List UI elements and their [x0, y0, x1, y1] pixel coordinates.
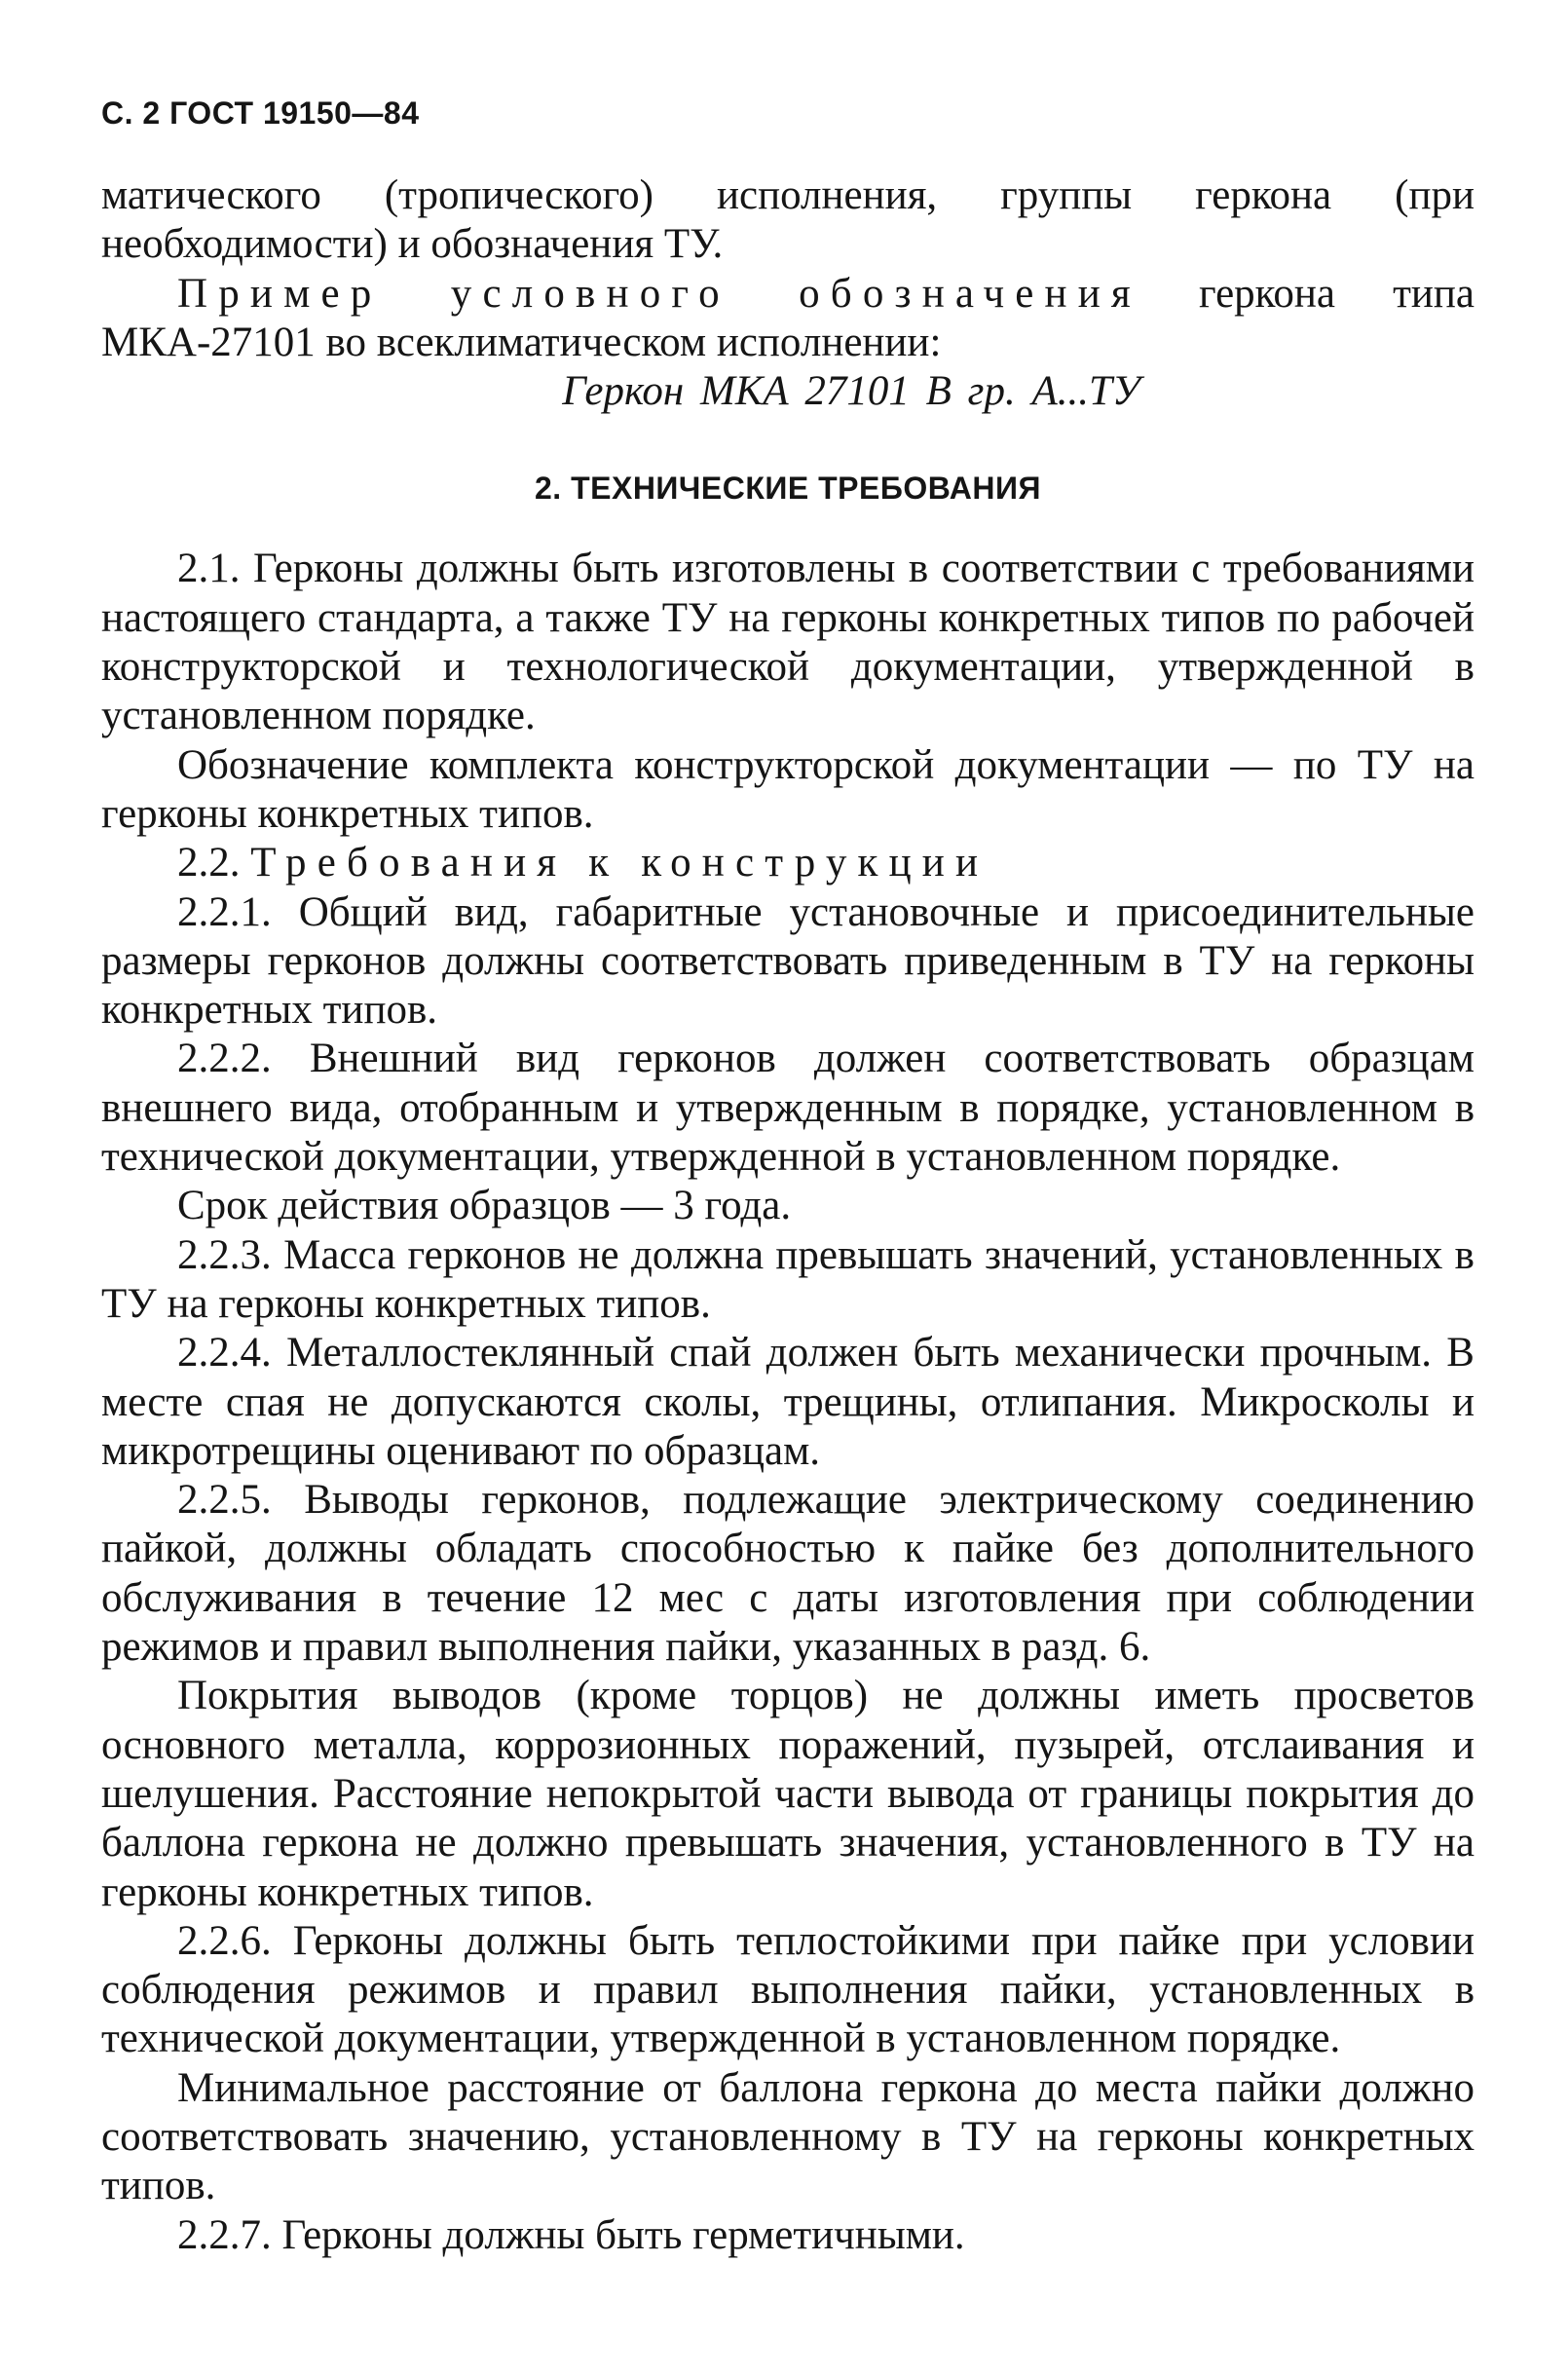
example-designation: Геркон МКА 27101 В гр. А...ТУ	[562, 368, 1140, 415]
example-text: геркона типа МКА-27101 во всеклиматическом исполнении:	[101, 270, 1475, 365]
subsection-number: 2.2.	[177, 840, 251, 886]
paragraph-2-2-5-b: Покрытия выводов (кроме торцов) не должны иметь просветов основного металла, коррозионных поражений, пузырей, отслаивания и шелушения. Расстояние непокрытой части вывода от границы покрытия до баллона геркона не должно превышать значения, установленного в ТУ на герконы конкретных типов.	[101, 1673, 1475, 1915]
paragraph-2-2-1: 2.2.1. Общий вид, габаритные установочные и присоединительные размеры герконов должны соответствовать приведенным в ТУ на герконы конкретных типов.	[101, 888, 1475, 1034]
paragraph-2-1: 2.1. Герконы должны быть изготовлены в соответствии с требованиями настоящего стандарта, а также ТУ на герконы конкретных типов по рабочей конструкторской и технологической документации, утвержденной в установленном порядке.	[101, 546, 1475, 739]
example-label: Пример условного обозначения	[177, 270, 1141, 317]
running-head: С. 2 ГОСТ 19150—84	[101, 95, 420, 131]
paragraph-2-2-6: 2.2.6. Герконы должны быть теплостойкими при пайке при условии соблюдения режимов и правил выполнения пайки, установленных в технической документации, утвержденной в установленном порядке.	[101, 1917, 1475, 2062]
paragraph-continuation: матического (тропического) исполнения, группы геркона (при необходимости) и обозначения ТУ.	[101, 172, 1475, 268]
paragraph-2-2-6-b: Минимальное расстояние от баллона геркона до места пайки должно соответствовать значению, установленному в ТУ на герконы конкретных типов.	[101, 2064, 1475, 2209]
subsection-2-2-heading	[101, 839, 1475, 887]
section-title: 2. ТЕХНИЧЕСКИЕ ТРЕБОВАНИЯ	[535, 471, 1041, 507]
paragraph-example	[101, 270, 1475, 368]
paragraph-2-2-2-b: Срок действия образцов — 3 года.	[177, 1183, 792, 1229]
paragraph-2-2-2: 2.2.2. Внешний вид герконов должен соответствовать образцам внешнего вида, отобранным и утвержденным в порядке, установленном в технической документации, утвержденной в установленном порядке.	[101, 1036, 1475, 1181]
subsection-title: Требования к конструкции	[250, 840, 989, 886]
paragraph-2-1-b: Обозначение комплекта конструкторской документации — по ТУ на герконы конкретных типов.	[101, 741, 1475, 837]
paragraph-2-2-7: 2.2.7. Герконы должны быть герметичными.	[177, 2211, 965, 2258]
paragraph-2-2-5: 2.2.5. Выводы герконов, подлежащие электрическому соединению пайкой, должны обладать способностью к пайке без дополнительного обслуживания в течение 12 мес с даты изготовления при соблюдении режимов и правил выполнения пайки, указанных в разд. 6.	[101, 1477, 1475, 1671]
paragraph-2-2-4: 2.2.4. Металлостеклянный спай должен быть механически прочным. В месте спая не допускаются сколы, трещины, отлипания. Микросколы и микротрещины оценивают по образцам.	[101, 1330, 1475, 1474]
paragraph-2-2-3: 2.2.3. Масса герконов не должна превышать значений, установленных в ТУ на герконы конкретных типов.	[101, 1231, 1475, 1327]
document-page	[101, 94, 1475, 2260]
